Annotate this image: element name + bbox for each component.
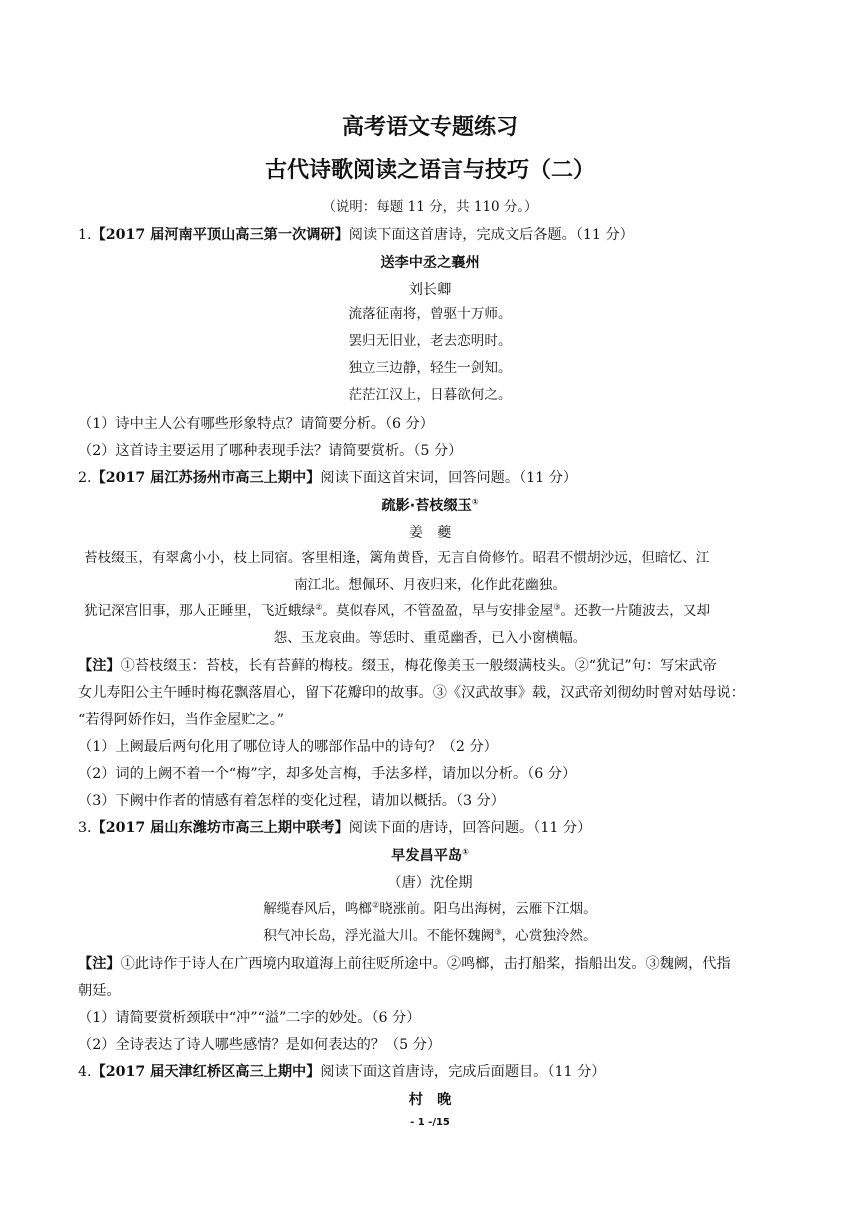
question-number: 3. <box>78 820 92 836</box>
poem-title <box>0 849 860 863</box>
question-2-header <box>78 471 577 485</box>
poem-author: （唐）沈佺期 <box>387 875 473 891</box>
question-instruction: 阅读下面这首唐诗，完成后面题目。（11 分） <box>320 1064 606 1080</box>
question-source: 【2017 届天津红桥区高三上期中】 <box>91 1064 321 1080</box>
question-source: 【2017 届河南平顶山高三第一次调研】 <box>91 227 349 243</box>
annotation-line: 朝廷。 <box>78 983 121 999</box>
question-source: 【2017 届山东潍坊市高三上期中联考】 <box>91 820 349 836</box>
poem-title-text: 疏影·苔枝缀玉 <box>381 498 472 514</box>
ci-line: 南江北。想佩环、月夜归来，化作此花幽独。 <box>294 577 566 593</box>
poem-title-text: 早发昌平岛 <box>391 848 463 864</box>
poem-line <box>0 927 860 944</box>
annotation-label: 【注】 <box>78 658 121 674</box>
document-title: 高考语文专题练习 <box>341 115 518 140</box>
sub-question: （1）诗中主人公有哪些形象特点？请简要分析。（6 分） <box>78 416 434 432</box>
scoring-note: （说明：每题 11 分，共 110 分。） <box>322 199 538 215</box>
footnote-marker: ③ <box>494 927 502 937</box>
annotation-line: 女儿寿阳公主午睡时梅花飘落眉心，留下花瓣印的故事。③《汉武故事》载，汉武帝刘彻幼时曾对姑母说： <box>78 685 745 701</box>
sub-question: （2）全诗表达了诗人哪些感情？是如何表达的？（5 分） <box>78 1037 442 1053</box>
poem-author: 刘长卿 <box>408 282 452 298</box>
question-instruction: 阅读下面这首唐诗，完成文后各题。（11 分） <box>348 227 634 243</box>
footnote-marker: ③ <box>553 602 561 612</box>
question-3-header <box>78 821 591 835</box>
footnote-marker: ② <box>372 900 380 910</box>
annotation-text: ①苔枝缀玉：苔枝，长有苔藓的梅枝。缀玉，梅花像美玉一般缀满枝头。②“犹记”句：写宋武帝 <box>120 658 717 674</box>
ci-line <box>84 602 711 619</box>
sub-question: （2）这首诗主要运用了哪种表现手法？请简要赏析。（5 分） <box>78 443 463 459</box>
ci-line: 怨、玉龙哀曲。等恁时、重觅幽香，已入小窗横幅。 <box>273 630 587 646</box>
footnote-marker: ① <box>471 497 479 507</box>
annotation-label: 【注】 <box>78 956 121 972</box>
poem-text: 晓涨前。阳乌出海树，云雁下江烟。 <box>379 901 597 917</box>
question-source: 【2017 届江苏扬州市高三上期中】 <box>91 470 321 486</box>
poem-title: 送李中丞之襄州 <box>380 255 480 271</box>
poem-title <box>0 499 860 513</box>
question-4-header <box>78 1065 605 1079</box>
annotation-line <box>78 659 717 673</box>
question-1-header <box>78 228 634 242</box>
poem-text: ，心赏独泠然。 <box>501 928 597 944</box>
footnote-marker: ② <box>315 602 323 612</box>
poem-title: 村 晚 <box>408 1092 452 1108</box>
question-instruction: 阅读下面的唐诗，回答问题。（11 分） <box>348 820 592 836</box>
page-number: - 1 -/15 <box>410 1117 450 1128</box>
footnote-marker: ① <box>462 847 469 857</box>
poem-line: 罢归无旧业，老去恋明时。 <box>348 333 512 349</box>
ci-line: 苔枝缀玉，有翠禽小小，枝上同宿。客里相逢，篱角黄昏，无言自倚修竹。昭君不惯胡沙远，但暗忆、江 <box>84 550 710 566</box>
question-number: 4. <box>78 1064 92 1080</box>
question-instruction: 阅读下面这首宋词，回答问题。（11 分） <box>320 470 578 486</box>
poem-text: 解缆春风后，鸣榔 <box>263 901 373 917</box>
sub-question: （3）下阙中作者的情感有着怎样的变化过程，请加以概括。（3 分） <box>78 793 505 809</box>
poem-line: 流落征南将，曾驱十万师。 <box>348 306 512 322</box>
question-number: 2. <box>78 470 92 486</box>
poem-line: 茫茫江汉上，日暮欲何之。 <box>348 387 512 403</box>
document-subtitle: 古代诗歌阅读之语言与技巧（二） <box>264 158 595 183</box>
annotation-line <box>78 957 731 971</box>
question-number: 1. <box>78 227 92 243</box>
annotation-line: “若得阿娇作妇，当作金屋贮之。” <box>78 712 285 728</box>
poem-line: 独立三边静，轻生一剑知。 <box>348 360 512 376</box>
ci-text: 犹记深宫旧事，那人正睡里，飞近蛾绿 <box>84 603 316 619</box>
annotation-text: ①此诗作于诗人在广西境内取道海上前往贬所途中。②鸣榔，击打船桨，指船出发。③魏阙，代指 <box>120 956 731 972</box>
poem-author: 姜 夔 <box>408 525 452 541</box>
ci-text: 。莫似春风，不管盈盈，早与安排金屋 <box>322 603 554 619</box>
ci-text: 。还教一片随波去，又却 <box>560 603 711 619</box>
sub-question: （2）词的上阙不着一个“梅”字，却多处言梅，手法多样，请加以分析。（6 分） <box>78 766 577 782</box>
poem-line <box>0 900 860 917</box>
sub-question: （1）上阙最后两句化用了哪位诗人的哪部作品中的诗句？（2 分） <box>78 739 498 755</box>
poem-text: 积气冲长岛，浮光溢大川。不能怀魏阙 <box>263 928 495 944</box>
sub-question: （1）请简要赏析颈联中“冲”“溢”二字的妙处。（6 分） <box>78 1010 421 1026</box>
